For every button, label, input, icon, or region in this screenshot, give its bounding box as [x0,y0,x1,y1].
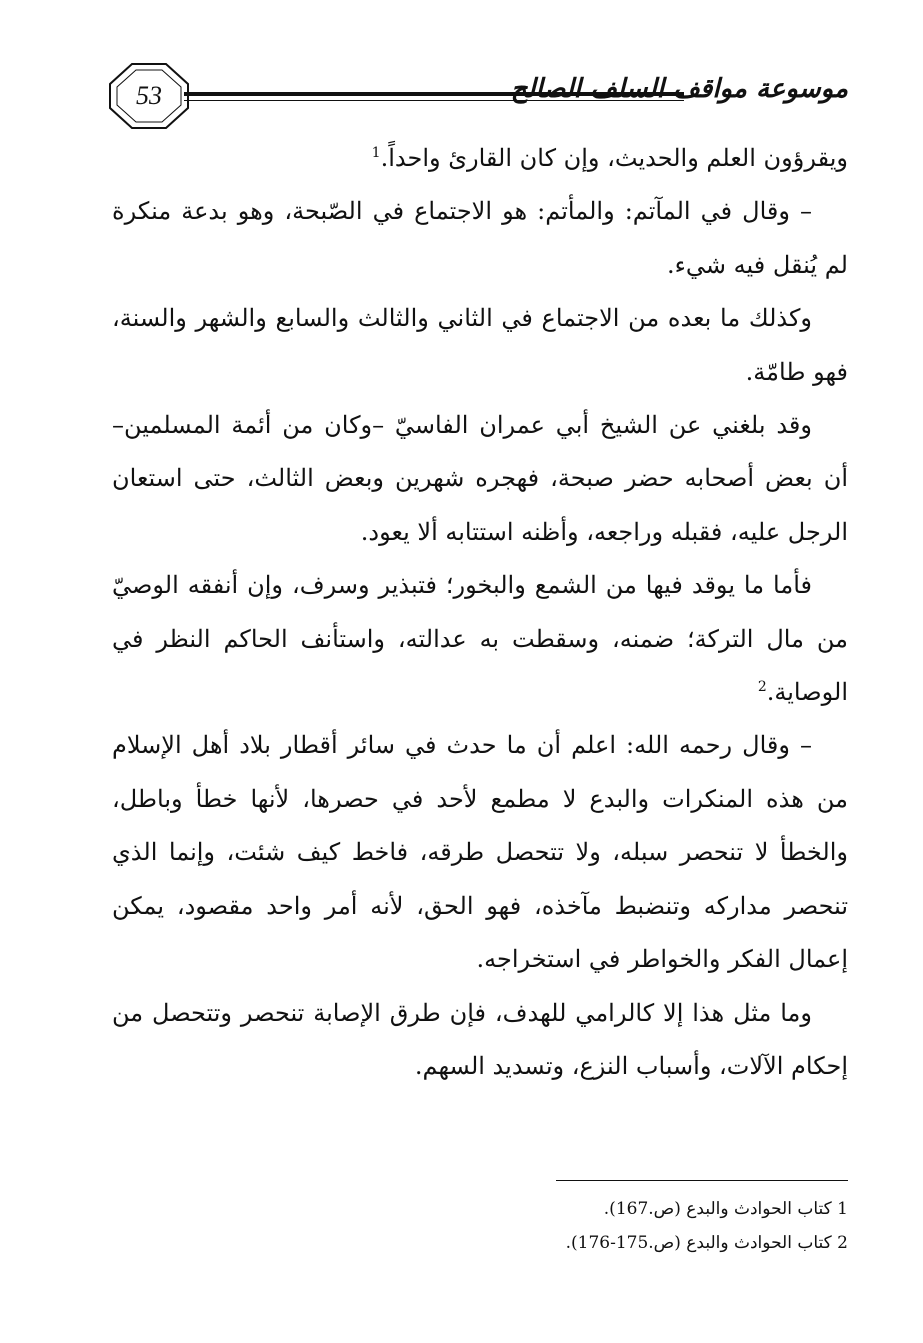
page-header [108,62,848,130]
footnote-text: كتاب الحوادث والبدع (ص.167). [603,1199,832,1219]
paragraph-text: وقد بلغني عن الشيخ أبي عمران الفاسيّ –وكان من أئمة المسلمين– أن بعض أصحابه حضر صبحة، فهجره شهرين وبعض الثالث، حتى استعان الرجل عليه، فقبله وراجعه، وأظنه استتابه ألا يعود. [112,411,848,546]
footnote-reference: 2 [757,679,767,696]
paragraph [112,987,848,1094]
footnote-separator [556,1180,848,1181]
footnote [112,1226,848,1260]
footnotes [112,1192,848,1260]
page-number: 53 [136,81,162,110]
paragraph [112,132,848,185]
paragraph [112,399,848,559]
paragraph-text: فأما ما يوقد فيها من الشمع والبخور؛ فتبذير وسرف، وإن أنفقه الوصيّ من مال التركة؛ ضمنه، وسقطت به عدالته، واستأنف الحاكم النظر في الوصاية. [112,571,848,707]
paragraph [112,185,848,292]
page-body [112,132,848,1093]
paragraph-text: – وقال في المآتم: والمأتم: هو الاجتماع في الصّبحة، وهو بدعة منكرة لم يُنقل فيه شيء. [112,197,848,279]
paragraph-text: ويقرؤون العلم والحديث، وإن كان القارئ واحداً. [380,144,848,172]
footnote-text: كتاب الحوادث والبدع (ص.175-176). [565,1233,832,1253]
footnote-number: 2 [837,1233,848,1253]
footnote-number: 1 [837,1199,848,1219]
paragraph-text: وكذلك ما بعده من الاجتماع في الثاني والثالث والسابع والشهر والسنة، فهو طامّة. [112,304,848,386]
footnote-reference: 1 [371,145,381,161]
paragraph [112,559,848,719]
footnote [112,1192,848,1226]
paragraph-text: وما مثل هذا إلا كالرامي للهدف، فإن طرق الإصابة تنحصر وتتحصل من إحكام الآلات، وأسباب النزع، وتسديد السهم. [112,998,848,1080]
paragraph [112,292,848,399]
book-title: موسوعة مواقف السلف الصالح [510,74,848,104]
page-number-badge [108,62,190,130]
paragraph [112,719,848,986]
paragraph-text: – وقال رحمه الله: اعلم أن ما حدث في سائر أقطار بلاد أهل الإسلام من هذه المنكرات والبدع لا مطمع لأحد في حصرها، لأنها خطأ وباطل، والخطأ لا تنحصر سبله، ولا تتحصل طرقه، فاخط كيف شئت، وإنما الذي تنحصر مداركه وتنضبط مآخذه، فهو الحق، لأنه أمر واحد مقصود، يمكن إعمال الفكر والخواطر في استخراجه. [112,731,848,974]
